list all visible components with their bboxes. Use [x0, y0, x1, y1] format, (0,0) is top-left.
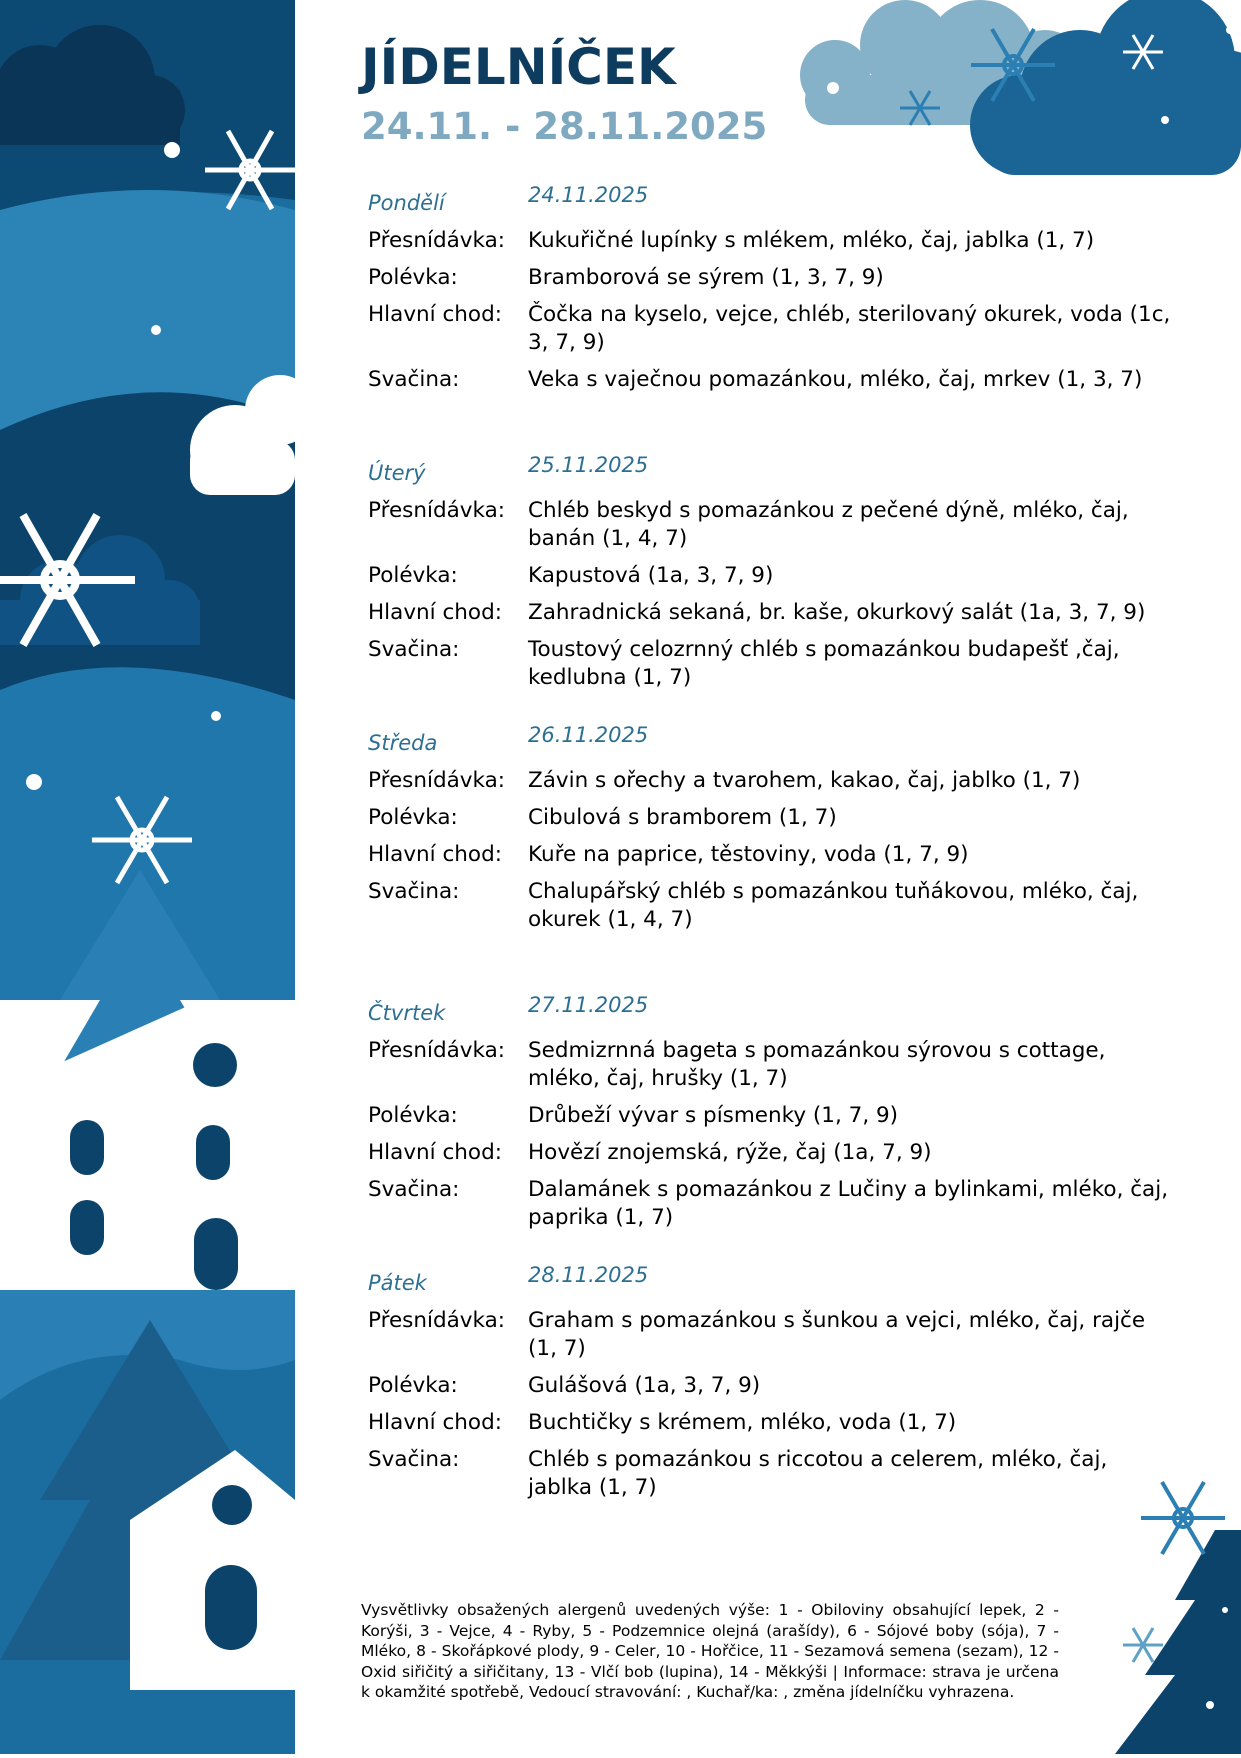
allergen-legend: Vysvětlivky obsažených alergenů uvedených výše: 1 - Obiloviny obsahující lepek, 2 - Korýši, 3 - Vejce, 4 - Ryby, 5 - Podzemnice olejná (arašídy), 6 - Sójové boby (sója), 7 - Mléko, 8 - Skořápkové plody, 9 - Celer, 10 - Hořčice, 11 - Sezamová semena (sezam), 12 - Oxid siřičitý a siřičitany, 13 - Vlčí bob (lupina), 14 - Měkkýši | Informace: strava je určena k okamžité spotřebě, Vedoucí stravování: , Kuchař/ka: , změna jídelníčku vyhrazena.: [361, 1601, 1059, 1701]
winter-landscape-illustration: [0, 0, 295, 1754]
meal-description: Veka s vaječnou pomazánkou, mléko, čaj, mrkev (1, 3, 7): [528, 367, 1143, 392]
meal-label: Polévka:: [368, 805, 458, 830]
date-range: 24.11. - 28.11.2025: [361, 105, 768, 148]
meal-row: [368, 497, 1178, 553]
meal-list: [368, 497, 1178, 701]
day-name: Pátek: [368, 1271, 427, 1295]
meal-row: [368, 1037, 1178, 1093]
meal-label: Přesnídávka:: [368, 1308, 506, 1333]
day-date: 28.11.2025: [528, 1263, 649, 1287]
meal-row: [368, 841, 1178, 869]
meal-list: [368, 227, 1178, 403]
meal-row: [368, 227, 1178, 255]
meal-label: Hlavní chod:: [368, 600, 502, 625]
meal-description: Dalamánek s pomazánkou z Lučiny a bylinkami, mléko, čaj, paprika (1, 7): [528, 1177, 1169, 1230]
meal-description: Graham s pomazánkou s šunkou a vejci, mléko, čaj, rajče (1, 7): [528, 1308, 1146, 1361]
day-date: 26.11.2025: [528, 723, 649, 747]
meal-description: Kapustová (1a, 3, 7, 9): [528, 563, 774, 588]
meal-description: Chléb beskyd s pomazánkou z pečené dýně, mléko, čaj, banán (1, 4, 7): [528, 498, 1129, 551]
meal-label: Svačina:: [368, 637, 460, 662]
meal-description: Cibulová s bramborem (1, 7): [528, 805, 837, 830]
day-name: Úterý: [368, 461, 426, 485]
meal-description: Drůbeží vývar s písmenky (1, 7, 9): [528, 1103, 899, 1128]
meal-row: [368, 1176, 1178, 1232]
meal-description: Zahradnická sekaná, br. kaše, okurkový salát (1a, 3, 7, 9): [528, 600, 1146, 625]
meal-description: Sedmizrnná bageta s pomazánkou sýrovou s cottage, mléko, čaj, hrušky (1, 7): [528, 1038, 1106, 1091]
meal-label: Polévka:: [368, 1373, 458, 1398]
day-date: 27.11.2025: [528, 993, 649, 1017]
day-section: [368, 993, 1168, 1263]
meal-label: Hlavní chod:: [368, 1140, 502, 1165]
meal-description: Kukuřičné lupínky s mlékem, mléko, čaj, jablka (1, 7): [528, 228, 1095, 253]
meal-row: [368, 264, 1178, 292]
day-date: 25.11.2025: [528, 453, 649, 477]
meal-label: Hlavní chod:: [368, 842, 502, 867]
meal-list: [368, 1037, 1178, 1241]
clouds-snowflakes-illustration: [795, 0, 1241, 185]
day-name: Čtvrtek: [368, 1001, 446, 1025]
meal-row: [368, 1307, 1178, 1363]
menu-days: [368, 183, 1171, 1533]
meal-list: [368, 767, 1178, 943]
meal-row: [368, 636, 1178, 692]
day-section: [368, 1263, 1168, 1533]
meal-label: Svačina:: [368, 367, 460, 392]
day-section: [368, 723, 1168, 993]
meal-row: [368, 878, 1178, 934]
day-section: [368, 183, 1171, 453]
meal-label: Svačina:: [368, 1177, 460, 1202]
meal-description: Kuře na paprice, těstoviny, voda (1, 7, 9): [528, 842, 969, 867]
meal-row: [368, 1372, 1178, 1400]
meal-description: Chalupářský chléb s pomazánkou tuňákovou, mléko, čaj, okurek (1, 4, 7): [528, 879, 1139, 932]
meal-row: [368, 301, 1178, 357]
meal-label: Polévka:: [368, 1103, 458, 1128]
meal-description: Závin s ořechy a tvarohem, kakao, čaj, jablko (1, 7): [528, 768, 1081, 793]
meal-description: Čočka na kyselo, vejce, chléb, sterilovaný okurek, voda (1c, 3, 7, 9): [528, 302, 1171, 355]
meal-row: [368, 599, 1178, 627]
meal-description: Gulášová (1a, 3, 7, 9): [528, 1373, 761, 1398]
day-name: Středa: [368, 731, 438, 755]
meal-label: Přesnídávka:: [368, 498, 506, 523]
meal-description: Hovězí znojemská, rýže, čaj (1a, 7, 9): [528, 1140, 932, 1165]
meal-label: Polévka:: [368, 265, 458, 290]
meal-label: Přesnídávka:: [368, 1038, 506, 1063]
meal-row: [368, 562, 1178, 590]
meal-description: Bramborová se sýrem (1, 3, 7, 9): [528, 265, 884, 290]
meal-label: Hlavní chod:: [368, 302, 502, 327]
meal-list: [368, 1307, 1178, 1511]
meal-label: Polévka:: [368, 563, 458, 588]
meal-row: [368, 366, 1178, 394]
meal-label: Svačina:: [368, 1447, 460, 1472]
page-title: JÍDELNÍČEK: [361, 38, 676, 96]
meal-row: [368, 1102, 1178, 1130]
meal-label: Svačina:: [368, 879, 460, 904]
day-section: [368, 453, 1168, 723]
meal-row: [368, 1409, 1178, 1437]
day-date: 24.11.2025: [528, 183, 649, 207]
day-name: Pondělí: [368, 191, 445, 215]
meal-label: Přesnídávka:: [368, 768, 506, 793]
meal-row: [368, 1446, 1178, 1502]
meal-label: Přesnídávka:: [368, 228, 506, 253]
meal-label: Hlavní chod:: [368, 1410, 502, 1435]
meal-description: Toustový celozrnný chléb s pomazánkou budapešť ,čaj, kedlubna (1, 7): [528, 637, 1120, 690]
meal-description: Buchtičky s krémem, mléko, voda (1, 7): [528, 1410, 957, 1435]
meal-row: [368, 767, 1178, 795]
meal-description: Chléb s pomazánkou s riccotou a celerem, mléko, čaj, jablka (1, 7): [528, 1447, 1108, 1500]
meal-row: [368, 1139, 1178, 1167]
meal-row: [368, 804, 1178, 832]
